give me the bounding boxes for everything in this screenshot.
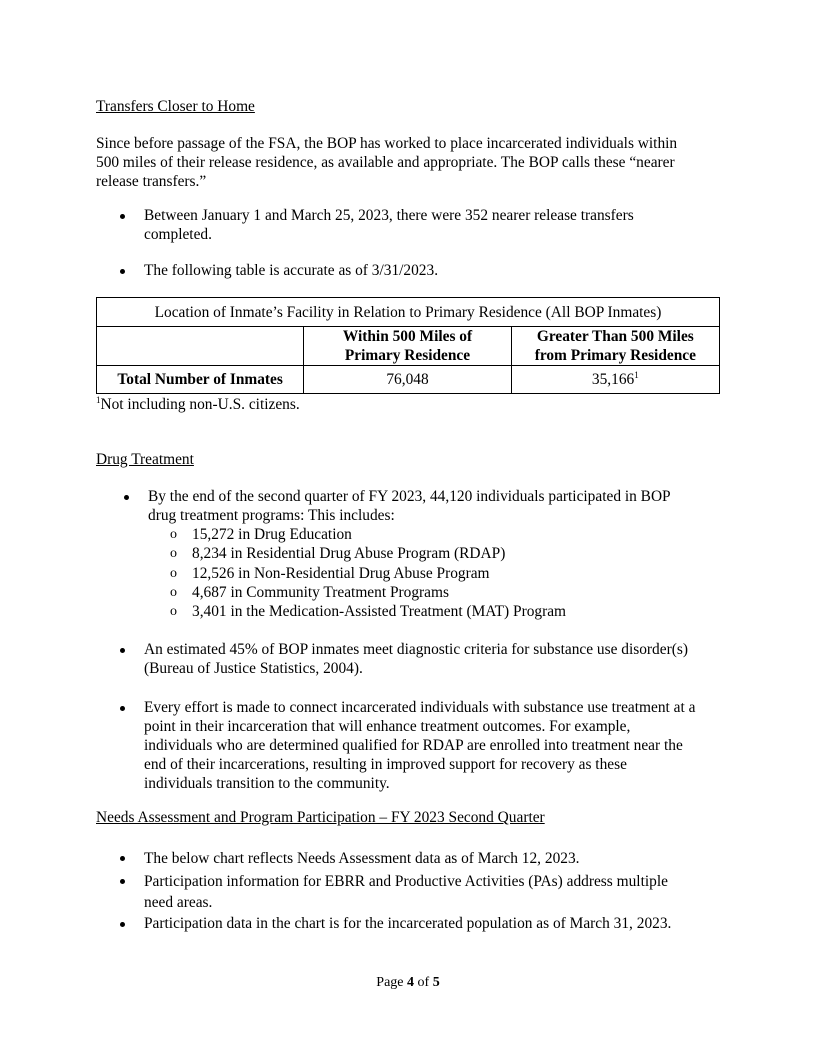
bullet-line: Every effort is made to connect incarcerated individuals with substance use treatment at a	[144, 699, 696, 716]
column-header-greater	[511, 327, 719, 366]
transfers-bullet-1	[144, 206, 634, 244]
intro-line: Since before passage of the FSA, the BOP has worked to place incarcerated individuals within	[96, 135, 678, 152]
table-footnote	[96, 395, 300, 414]
location-table	[96, 297, 720, 394]
bullet-line: drug treatment programs: This includes:	[148, 507, 395, 524]
needs-bullet-1: The below chart reflects Needs Assessment data as of March 12, 2023.	[144, 850, 580, 867]
page-number: 4	[407, 975, 415, 990]
of-label: of	[417, 975, 430, 990]
bullet-icon	[120, 922, 125, 927]
bullet-icon	[120, 856, 125, 861]
footnote-marker: 1	[96, 394, 101, 405]
bullet-line: need areas.	[144, 894, 213, 911]
bullet-line: An estimated 45% of BOP inmates meet diagnostic criteria for substance use disorder(s)	[144, 641, 688, 658]
cell-within-value: 76,048	[304, 366, 511, 394]
needs-bullet-2	[144, 871, 668, 913]
drug-bullet-3	[144, 698, 695, 793]
sub-bullet-marker: o	[170, 527, 177, 542]
bullet-line: point in their incarceration that will enhance treatment outcomes. For example,	[144, 718, 631, 735]
bullet-icon	[124, 495, 129, 500]
bullet-icon	[120, 648, 125, 653]
column-header-within	[304, 327, 511, 366]
sub-bullet-marker: o	[170, 546, 177, 561]
bullet-line: By the end of the second quarter of FY 2023, 44,120 individuals participated in BOP	[148, 488, 671, 505]
sub-bullet-marker: o	[170, 604, 177, 619]
intro-line: 500 miles of their release residence, as available and appropriate. The BOP calls these “nearer	[96, 154, 675, 171]
transfers-intro	[96, 134, 721, 191]
section-heading-drug-treatment: Drug Treatment	[96, 451, 194, 468]
sub-list-item: 4,687 in Community Treatment Programs	[192, 584, 449, 601]
table-empty-header	[97, 327, 304, 366]
bullet-icon	[120, 269, 125, 274]
cell-greater-value	[511, 366, 719, 394]
page-label: Page	[376, 975, 404, 990]
page-footer	[0, 973, 816, 992]
bullet-icon	[120, 879, 125, 884]
bullet-line: Participation information for EBRR and Productive Activities (PAs) address multiple	[144, 873, 668, 890]
footnote-text: Not including non-U.S. citizens.	[100, 396, 300, 413]
total-pages: 5	[432, 975, 440, 990]
bullet-icon	[120, 214, 125, 219]
sub-bullet-marker: o	[170, 566, 177, 581]
sub-bullet-marker: o	[170, 585, 177, 600]
bullet-line: Between January 1 and March 25, 2023, there were 352 nearer release transfers	[144, 207, 634, 224]
row-label-total: Total Number of Inmates	[97, 366, 304, 394]
drug-bullet-2	[144, 640, 688, 678]
drug-bullet-1	[148, 487, 671, 525]
header-line: Greater Than 500 Miles	[536, 328, 694, 345]
bullet-line: individuals transition to the community.	[144, 775, 390, 792]
section-heading-needs-assessment: Needs Assessment and Program Participation – FY 2023 Second Quarter	[96, 809, 545, 826]
bullet-line: end of their incarcerations, resulting in improved support for recovery as these	[144, 756, 627, 773]
header-line: Primary Residence	[344, 347, 471, 364]
header-line: from Primary Residence	[534, 347, 696, 364]
bullet-line: individuals who are determined qualified for RDAP are enrolled into treatment near the	[144, 737, 683, 754]
greater-value-text: 35,166	[591, 371, 635, 388]
section-heading-transfers: Transfers Closer to Home	[96, 98, 255, 115]
needs-bullet-3: Participation data in the chart is for the incarcerated population as of March 31, 2023.	[144, 915, 672, 932]
sub-list-item: 15,272 in Drug Education	[192, 526, 352, 543]
intro-line: release transfers.”	[96, 173, 207, 190]
header-line: Within 500 Miles of	[342, 328, 473, 345]
sub-list-item: 8,234 in Residential Drug Abuse Program (RDAP)	[192, 545, 506, 562]
bullet-line: completed.	[144, 226, 212, 243]
transfers-bullet-2: The following table is accurate as of 3/31/2023.	[144, 262, 439, 279]
sub-list-item: 3,401 in the Medication-Assisted Treatment (MAT) Program	[192, 603, 567, 620]
bullet-line: (Bureau of Justice Statistics, 2004).	[144, 660, 363, 677]
footnote-marker: 1	[634, 369, 639, 380]
table-title: Location of Inmate’s Facility in Relation to Primary Residence (All BOP Inmates)	[97, 298, 720, 327]
sub-list-item: 12,526 in Non-Residential Drug Abuse Program	[192, 565, 490, 582]
bullet-icon	[120, 706, 125, 711]
